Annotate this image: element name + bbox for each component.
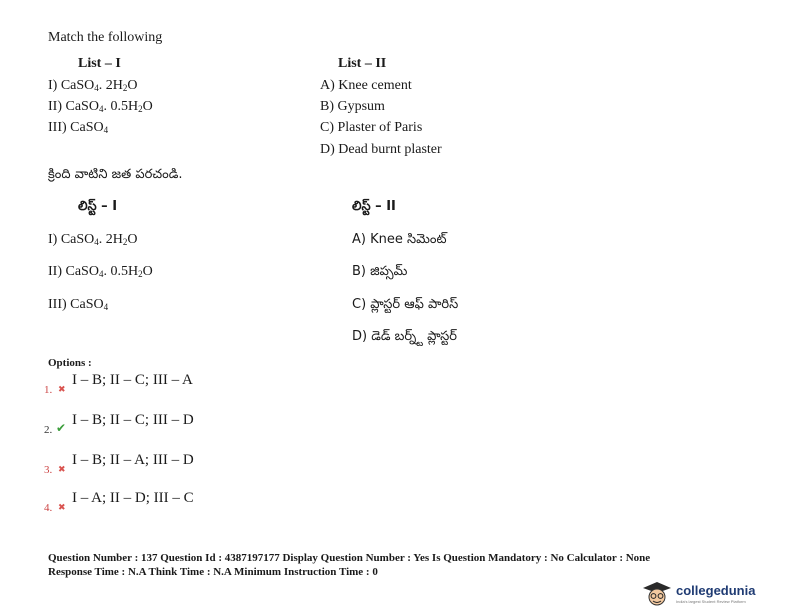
brand-logo — [640, 580, 788, 608]
question-meta-line2: Response Time : N.A Think Time : N.A Minimum Instruction Time : 0 — [48, 566, 378, 578]
list1-header: List – I — [78, 56, 121, 71]
list1-item-1: I) CaSO$_4$. $2H_2O$ — [48, 78, 138, 93]
option-text: I – B; II – C; III – D — [72, 412, 194, 428]
list2-item-c: C) Plaster of Paris — [320, 120, 423, 135]
option-text: I – B; II – A; III – D — [72, 452, 194, 468]
mascot-icon — [640, 580, 674, 608]
list2-item-a-te: A) Knee సిమెంట్ — [352, 232, 447, 247]
list2-header-te: లిస్ట్ – II — [352, 199, 396, 214]
list2-item-b-te: B) జిప్సమ్ — [352, 264, 408, 279]
option-number: 3. — [44, 464, 53, 476]
option-number: 1. — [44, 384, 53, 396]
wrong-mark-icon: ✖ — [58, 385, 66, 395]
option-text: I – A; II – D; III – C — [72, 490, 194, 506]
correct-check-icon: ✔ — [56, 421, 67, 435]
option-number: 2. — [44, 424, 53, 436]
wrong-mark-icon: ✖ — [58, 503, 66, 513]
option-number: 4. — [44, 502, 53, 514]
question-prompt: Match the following — [48, 30, 163, 45]
list1-item-3: III) CaSO$_4$ — [48, 120, 109, 135]
list1-item-1-te: I) CaSO$_4$. $2H_2O$ — [48, 232, 138, 247]
list1-header-te: లిస్ట్ – I — [78, 199, 118, 214]
list2-header: List – II — [338, 56, 387, 71]
list2-item-d: D) Dead burnt plaster — [320, 142, 442, 157]
brand-name: collegedunia — [676, 583, 756, 598]
options-label: Options : — [48, 357, 92, 369]
question-meta-line1: Question Number : 137 Question Id : 4387197177 Display Question Number : Yes Is Question Mandatory : No Calculator : None — [48, 552, 651, 564]
wrong-mark-icon: ✖ — [58, 465, 66, 475]
list1-item-2-te: II) CaSO$_4$. $0.5H_2O$ — [48, 264, 153, 279]
list1-item-3-te: III) CaSO$_4$ — [48, 297, 109, 312]
list2-item-d-te: D) డెడ్ బర్న్ట్ ప్లాస్టర్ — [352, 329, 457, 344]
list1-item-2: II) CaSO$_4$. $0.5H_2O$ — [48, 99, 153, 114]
list2-item-c-te: C) ప్లాస్టర్ ఆఫ్ పారిస్ — [352, 297, 459, 312]
brand-tagline: India's largest Student Review Platform — [676, 599, 746, 604]
question-prompt-te: క్రింది వాటిని జత పరచండి. — [48, 167, 183, 182]
list2-item-b: B) Gypsum — [320, 99, 385, 114]
option-text: I – B; II – C; III – A — [72, 372, 193, 388]
list2-item-a: A) Knee cement — [320, 78, 412, 93]
